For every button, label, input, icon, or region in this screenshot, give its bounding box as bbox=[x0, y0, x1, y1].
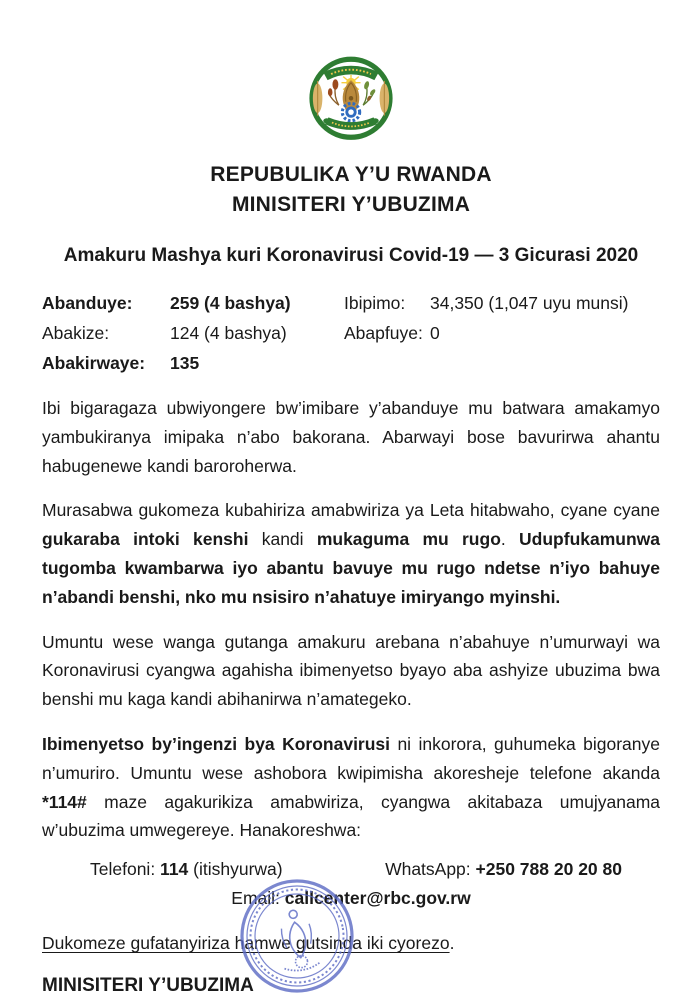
slogan-period: . bbox=[449, 933, 455, 954]
contact-whatsapp bbox=[385, 855, 622, 883]
stat-value: 34,350 (1,047 uyu munsi) bbox=[430, 293, 629, 313]
stat-label: Abapfuye: bbox=[344, 323, 423, 343]
stat-label: Ibipimo: bbox=[344, 293, 406, 313]
headline: Amakuru Mashya kuri Koronavirusi Covid-19 — 3 Gicurasi 2020 bbox=[63, 245, 639, 266]
whatsapp-label: WhatsApp: bbox=[385, 859, 476, 880]
p2-seg1: Murasabwa gukomeza kubahiriza amabwiriza ya Leta hitabwaho, cyane cyane bbox=[42, 500, 660, 521]
p4-seg2: ni inkorora, guhumeka bigoranye n’umuriro. Umuntu wese ashobora kwipimisha akoresheje telefone akanda bbox=[42, 733, 660, 783]
p2-seg6-bold: Udupfukamunwa tugomba kwambarwa iyo abantu bavuye mu rugo ndetse n’iyo bahuye n’abandi benshi, nko mu nsisiro n’ahatuye imiryango myinshi. bbox=[42, 529, 661, 607]
stats-table bbox=[42, 288, 660, 378]
stat-label: Abakirwaye: bbox=[42, 353, 146, 373]
stat-value: 124 (4 bashya) bbox=[170, 323, 287, 343]
paragraph-legal-warning: Umuntu wese wanga gutanga amakuru arebana n’abahuye n’umurwayi wa Koronavirusi cyangwa agahisha ibimenyetso byayo aba ashyize ubuzima bwa benshi mu kaga kandi abihanirwa n’amategeko. bbox=[42, 631, 660, 710]
emblem-container bbox=[42, 48, 660, 152]
stat-value: 0 bbox=[430, 323, 440, 343]
p4-seg4: maze agakurikiza amabwiriza, cyangwa akitabaza umujyanama w’ubuzima umwegereye. Hanakoreshwa: bbox=[42, 791, 660, 841]
paragraph-increase-info: Ibi bigaragaza ubwiyongere bw’imibare y’abanduye mu batwara amakamyo yambukiranya imipaka n’abo bakorana. Abarwayi bose bavurirwa ahantu habugenewe kandi baroroherwa. bbox=[42, 398, 660, 476]
stat-value: 135 bbox=[170, 353, 200, 373]
phone-number: 114 bbox=[160, 859, 189, 880]
republic-title: REPUBULIKA Y’U RWANDA bbox=[210, 163, 492, 186]
p2-seg4-bold: mukaguma mu rugo bbox=[316, 529, 501, 550]
header-titles bbox=[42, 160, 660, 220]
phone-label: Telefoni: bbox=[90, 859, 161, 880]
p4-seg3-bold: *114# bbox=[42, 791, 87, 812]
phone-suffix: (itishyurwa) bbox=[188, 859, 283, 880]
closing-slogan bbox=[42, 929, 660, 957]
stat-value: 259 (4 bashya) bbox=[170, 293, 291, 313]
ministry-signature: MINISITERI Y’UBUZIMA bbox=[42, 975, 254, 997]
stat-label bbox=[344, 348, 430, 378]
p2-seg2-bold: gukaraba intoki kenshi bbox=[42, 529, 249, 550]
stat-value bbox=[430, 348, 660, 378]
rwanda-coat-of-arms-icon bbox=[299, 48, 403, 152]
paragraph-guidelines bbox=[42, 496, 660, 611]
paragraph-symptoms bbox=[42, 730, 660, 845]
ministry-title: MINISITERI Y’UBUZIMA bbox=[231, 193, 471, 216]
p4-seg1-bold: Ibimenyetso by’ingenzi bya Koronavirusi bbox=[42, 733, 391, 754]
p2-seg5: . bbox=[500, 529, 520, 550]
email-label: Email: bbox=[231, 888, 285, 909]
stat-label: Abanduye: bbox=[42, 293, 133, 313]
contacts-row bbox=[42, 855, 660, 883]
stat-label: Abakize: bbox=[42, 323, 110, 343]
p2-seg3: kandi bbox=[248, 529, 317, 550]
contact-email bbox=[42, 883, 660, 913]
slogan-text: Dukomeze gufatanyiriza hamwe gutsinda iki cyorezo bbox=[42, 933, 450, 954]
email-address: callcenter@rbc.gov.rw bbox=[284, 888, 471, 909]
whatsapp-number: +250 788 20 20 80 bbox=[475, 859, 622, 880]
contact-phone bbox=[90, 855, 283, 883]
